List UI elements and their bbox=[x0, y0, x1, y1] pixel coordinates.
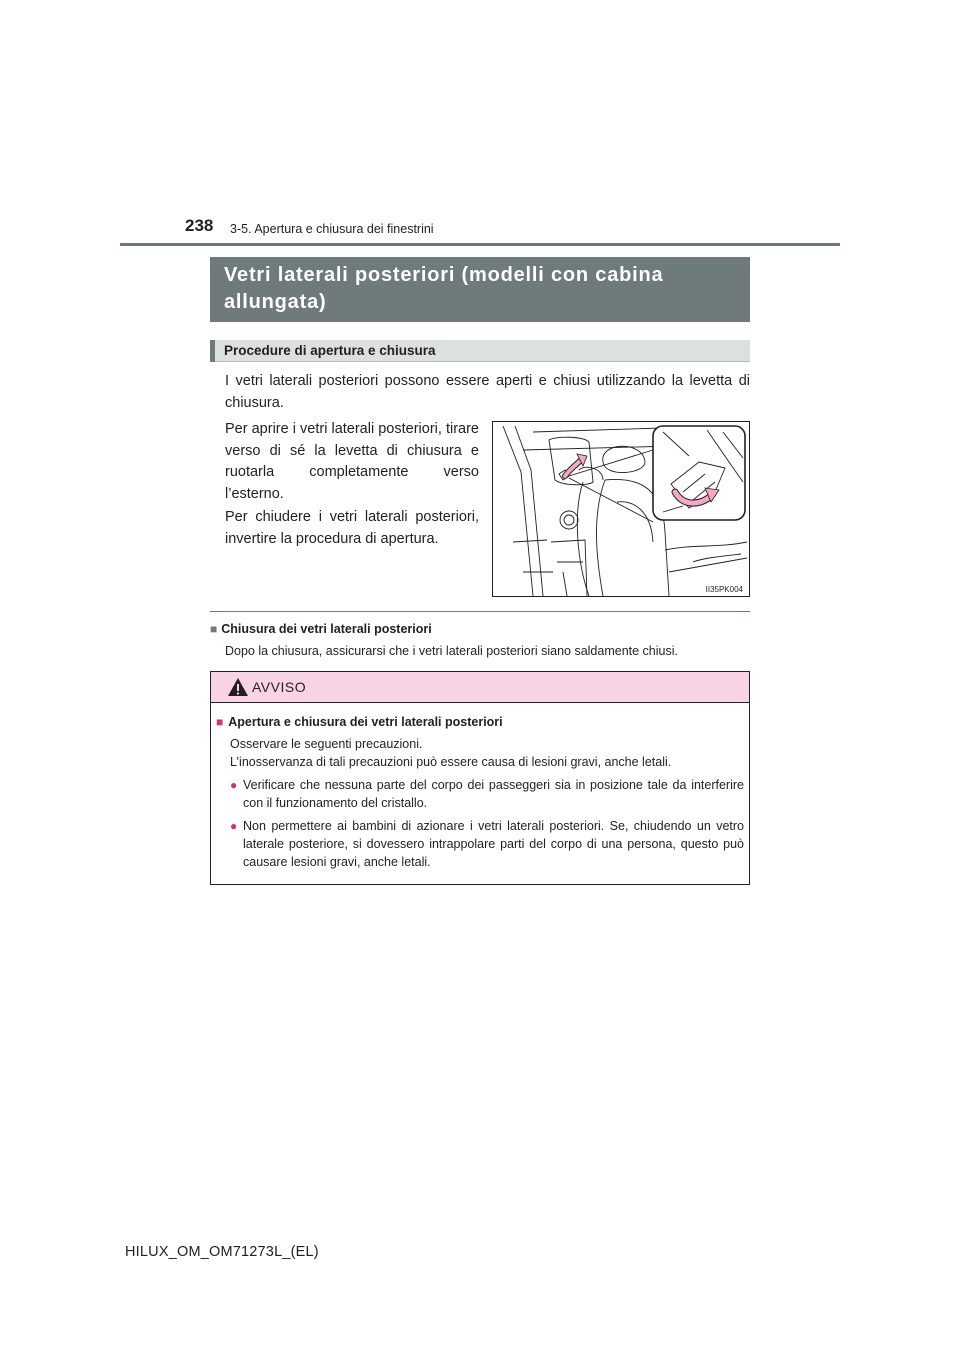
section-divider bbox=[210, 611, 750, 612]
warning-bullet-2 bbox=[230, 817, 744, 871]
intro-paragraph: I vetri laterali posteriori possono essere aperti e chiusi utilizzando la levetta di chiusura. bbox=[225, 373, 750, 411]
page-number: 238 bbox=[185, 216, 214, 235]
warning-bullet-2-text: Non permettere ai bambini di azionare i vetri laterali posteriori. Se, chiudendo un vetro laterale posteriore, si dovessero intrappolare parti del corpo di una persona, questo può causare lesioni gravi, anche letali. bbox=[243, 819, 744, 869]
warning-bullet-1 bbox=[230, 776, 744, 812]
header-rule bbox=[120, 243, 840, 246]
warning-header bbox=[211, 672, 749, 703]
warning-heading bbox=[216, 715, 503, 729]
running-head: 3-5. Apertura e chiusura dei finestrini bbox=[230, 222, 434, 236]
square-bullet-icon: ■ bbox=[210, 622, 218, 636]
subsection-title: Procedure di apertura e chiusura bbox=[224, 343, 436, 358]
subsection-accent bbox=[210, 340, 215, 362]
subsection-heading bbox=[210, 340, 750, 362]
note-text: Dopo la chiusura, assicurarsi che i vetri laterali posteriori siano saldamente chiusi. bbox=[225, 644, 678, 658]
warning-line-1: Osservare le seguenti precauzioni. bbox=[230, 737, 423, 751]
warning-box bbox=[210, 671, 750, 885]
open-instruction: Per aprire i vetri laterali posteriori, tirare verso di sé la levetta di chiusura e ruotarla completamente verso l’esterno. bbox=[225, 421, 479, 502]
figure-code: II35PK004 bbox=[705, 585, 743, 594]
warning-line-2: L’inosservanza di tali precauzioni può essere causa di lesioni gravi, anche letali. bbox=[230, 755, 672, 769]
illustration-drawing bbox=[493, 422, 749, 596]
warning-triangle-icon bbox=[227, 677, 249, 697]
section-title-line2: allungata) bbox=[224, 291, 327, 313]
section-title bbox=[210, 257, 750, 322]
note-heading bbox=[210, 622, 432, 636]
square-bullet-icon: ■ bbox=[216, 715, 224, 729]
bullet-dot-icon: ● bbox=[230, 778, 238, 792]
note-title: Chiusura dei vetri laterali posteriori bbox=[221, 622, 432, 636]
lock-lever-illustration bbox=[492, 421, 750, 597]
warning-title: Apertura e chiusura dei vetri laterali posteriori bbox=[228, 715, 503, 729]
bullet-dot-icon: ● bbox=[230, 819, 238, 833]
warning-label: AVVISO bbox=[252, 679, 307, 695]
section-title-line1: Vetri laterali posteriori (modelli con cabina bbox=[224, 264, 664, 286]
warning-bullet-1-text: Verificare che nessuna parte del corpo dei passeggeri sia in posizione tale da interferire con il funzionamento del cristallo. bbox=[243, 778, 744, 810]
footer-code: HILUX_OM_OM71273L_(EL) bbox=[125, 1244, 319, 1260]
close-instruction: Per chiudere i vetri laterali posteriori, invertire la procedura di apertura. bbox=[225, 509, 479, 547]
